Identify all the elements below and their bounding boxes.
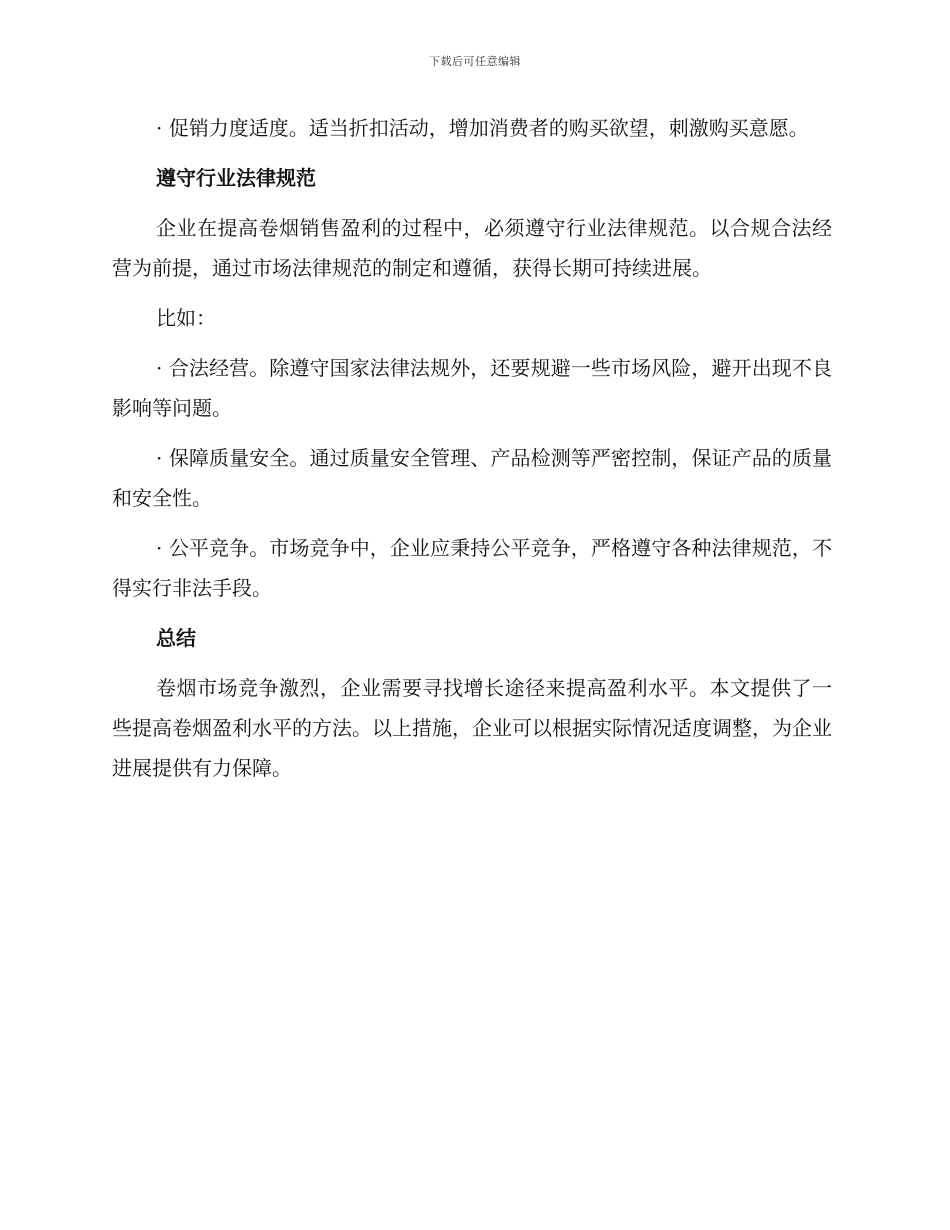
page-header: 下载后可任意编辑 xyxy=(429,55,521,68)
section-heading-summary: 总结 xyxy=(156,626,196,650)
bullet-fair-competition: · 公平竞争。市场竞争中，企业应秉持公平竞争，严格遵守各种法律规范，不得实行非法手段。 xyxy=(112,536,832,600)
bullet-legal-operation: · 合法经营。除遵守国家法律法规外，还要规避一些市场风险，避开出现不良影响等问题。 xyxy=(112,356,832,420)
paragraph-for-example: 比如： xyxy=(156,306,216,330)
paragraph-legal-intro: 企业在提高卷烟销售盈利的过程中，必须遵守行业法律规范。以合规合法经营为前提，通过市场法律规范的制定和遵循，获得长期可持续进展。 xyxy=(112,216,832,280)
section-heading-legal: 遵守行业法律规范 xyxy=(156,166,316,190)
bullet-quality-safety: · 保障质量安全。通过质量安全管理、产品检测等严密控制，保证产品的质量和安全性。 xyxy=(112,446,832,510)
document-body xyxy=(112,108,832,798)
bullet-promotion: · 促销力度适度。适当折扣活动，增加消费者的购买欲望，刺激购买意愿。 xyxy=(156,116,809,140)
paragraph-summary: 卷烟市场竞争激烈，企业需要寻找增长途径来提高盈利水平。本文提供了一些提高卷烟盈利水平的方法。以上措施，企业可以根据实际情况适度调整，为企业进展提供有力保障。 xyxy=(112,676,832,780)
